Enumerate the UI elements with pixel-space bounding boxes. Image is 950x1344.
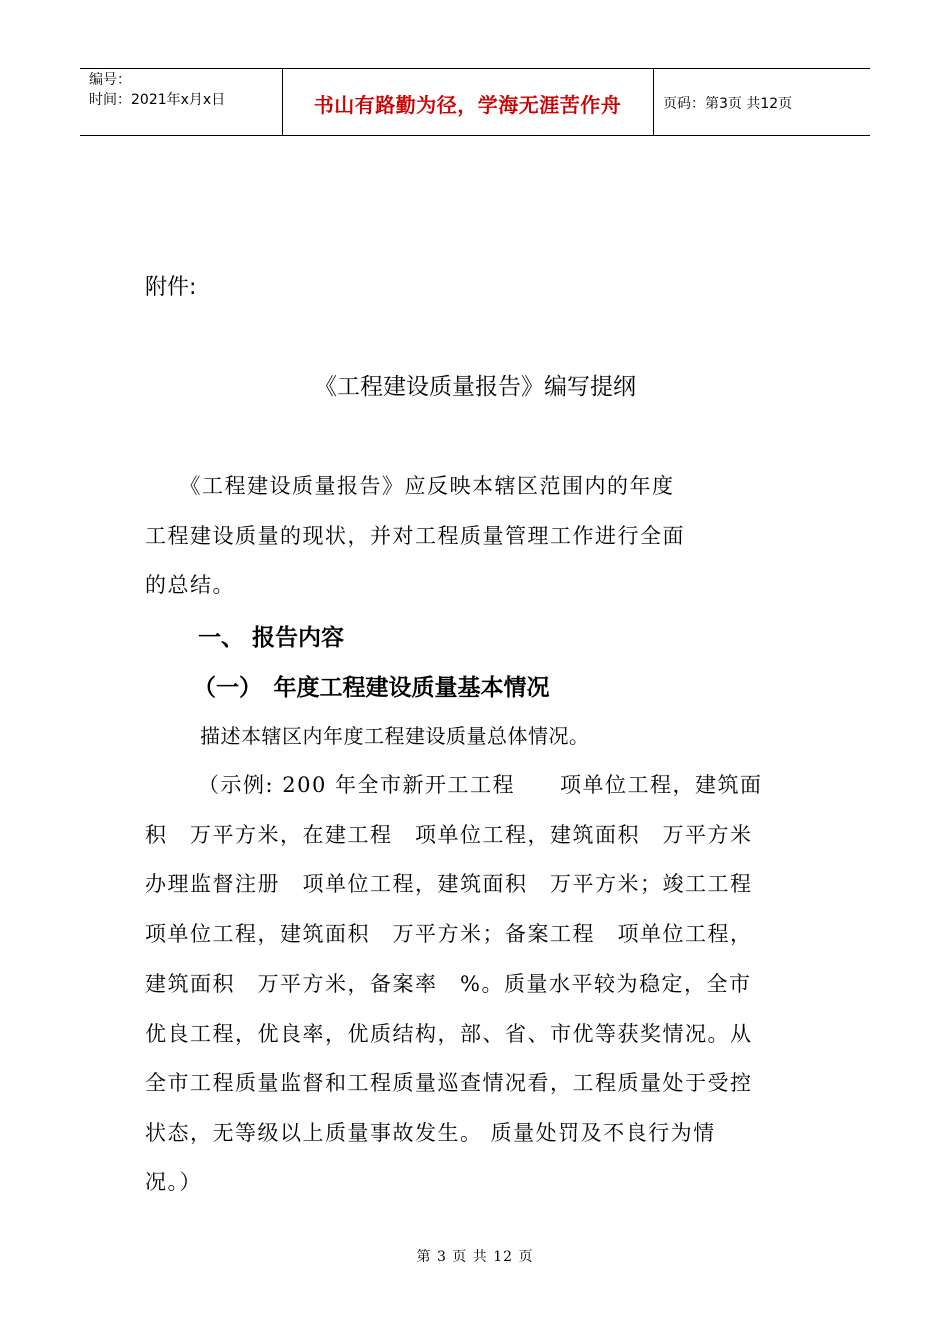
header-table (80, 68, 870, 136)
header-slogan: 书山有路勤为径，学海无涯苦作舟 (313, 92, 622, 117)
example-line: 况。） (145, 1170, 202, 1194)
example-line: （示例: 200 年全市新开工工程 项单位工程，建筑面 (198, 773, 763, 797)
example-line: 全市工程质量监督和工程质量巡查情况看，工程质量处于受控 (145, 1071, 753, 1095)
intro-line: 工程建设质量的现状，并对工程质量管理工作进行全面 (145, 524, 685, 548)
header-page-info: 页码：第3页 共12页 (663, 96, 793, 112)
example-line: 项单位工程，建筑面积 万平方米；备案工程 项单位工程， (145, 922, 753, 946)
intro-line: 的总结。 (145, 573, 235, 597)
description-line: 描述本辖区内年度工程建设质量总体情况。 (200, 724, 590, 748)
attachment-label: 附件: (145, 275, 197, 300)
example-line: 建筑面积 万平方米，备案率 %。质量水平较为稳定，全市 (145, 972, 752, 996)
page-footer: 第 3 页 共 12 页 (416, 1249, 534, 1265)
header-meta-cell (80, 69, 283, 135)
example-line: 状态，无等级以上质量事故发生。 质量处罚及不良行为情 (145, 1121, 716, 1145)
section-heading: 一、 报告内容 (198, 625, 345, 651)
header-slogan-cell (282, 69, 654, 135)
header-number-label: 编号： (89, 72, 131, 88)
intro-line: 《工程建设质量报告》应反映本辖区范围内的年度 (145, 474, 675, 498)
example-line: 优良工程，优良率，优质结构，部、省、市优等获奖情况。从 (145, 1022, 753, 1046)
subsection-heading: （一） 年度工程建设质量基本情况 (193, 675, 550, 701)
example-line: 办理监督注册 项单位工程，建筑面积 万平方米；竣工工程 (145, 872, 753, 896)
example-line: 积 万平方米，在建工程 项单位工程，建筑面积 万平方米 (145, 823, 753, 847)
document-title: 《工程建设质量报告》编写提纲 (314, 374, 636, 400)
header-date-label: 时间：2021年x月x日 (89, 92, 226, 108)
header-page-cell (653, 69, 870, 135)
